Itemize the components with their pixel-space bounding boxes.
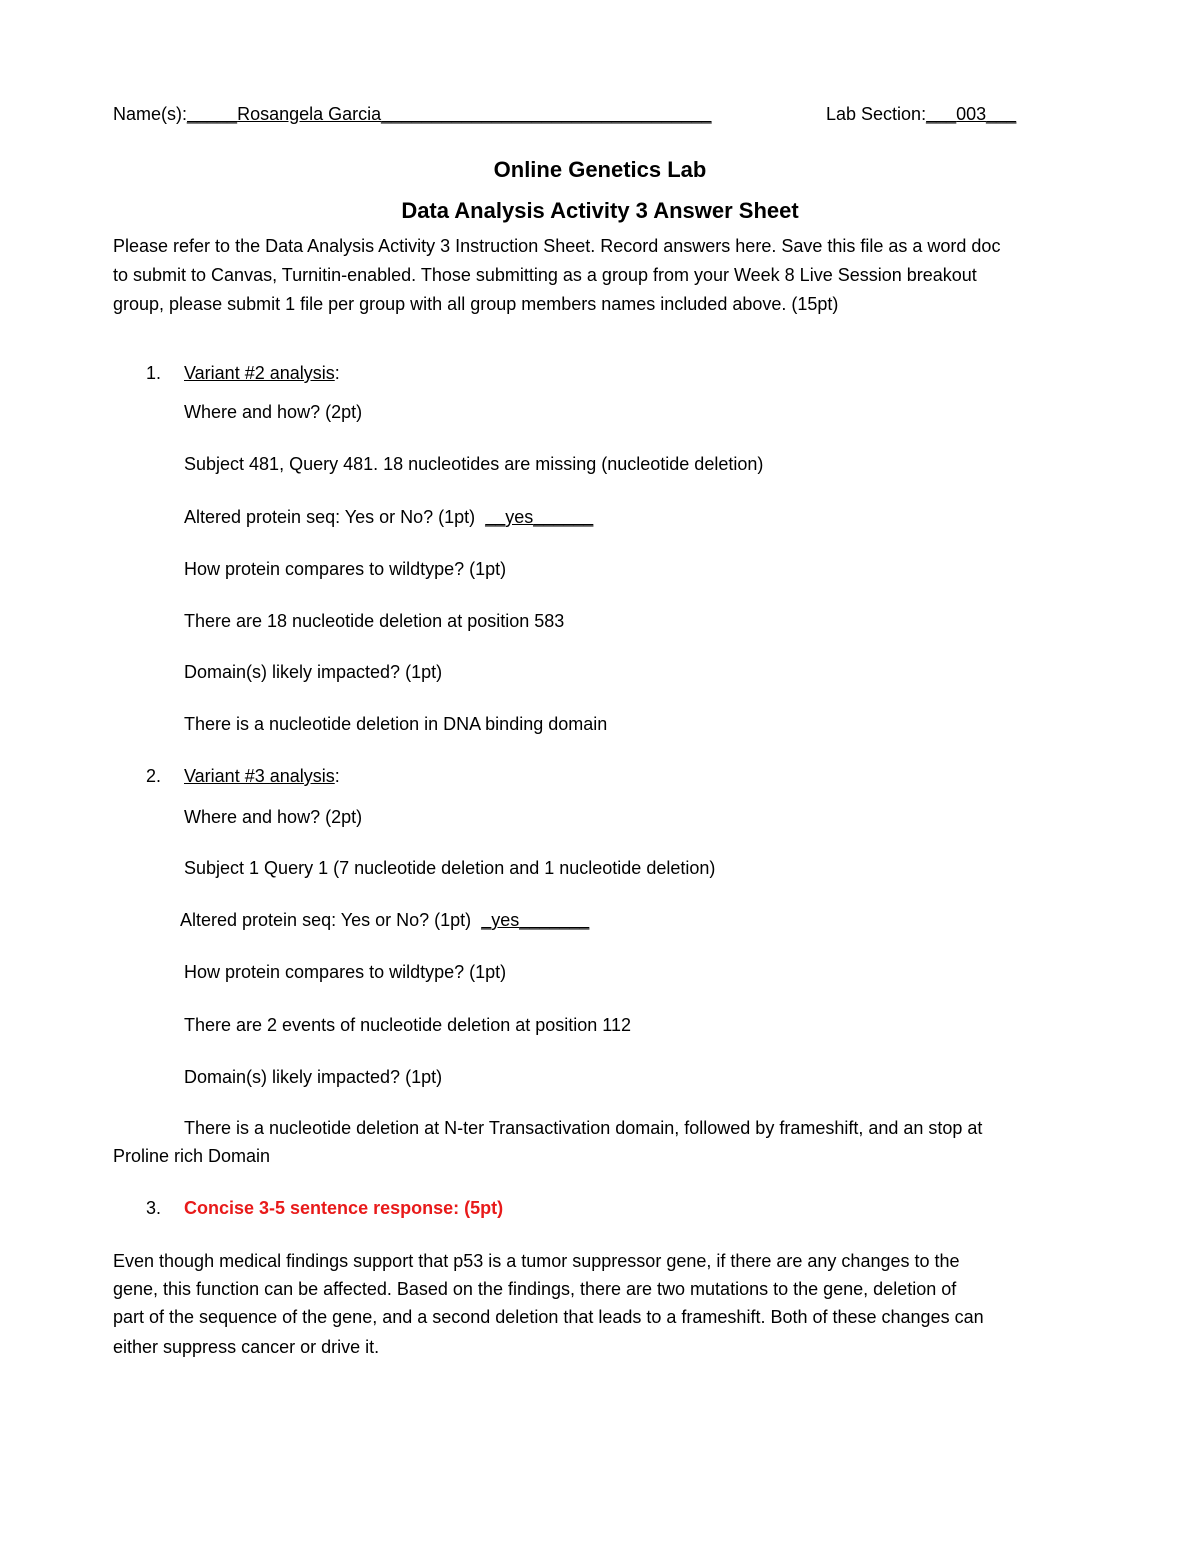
- q3-answer-line-2: gene, this function can be affected. Based on the findings, there are two mutations to the gene, deletion of: [113, 1279, 957, 1299]
- lab-section-label: Lab Section:: [826, 104, 927, 124]
- lab-section-blank-post: ___: [986, 104, 1017, 124]
- names-label: Name(s):: [113, 104, 188, 124]
- q2-domain-answer-line-2: Proline rich Domain: [113, 1146, 271, 1166]
- q3-heading: Concise 3-5 sentence response: (5pt): [184, 1198, 504, 1218]
- q1-heading-line: [184, 361, 340, 385]
- lab-section-line: [826, 102, 1016, 126]
- q2-colon: :: [334, 766, 340, 786]
- q2-domain-answer-line-1: There is a nucleotide deletion at N-ter Transactivation domain, followed by frameshift, and an stop at: [184, 1118, 983, 1138]
- page-title: Online Genetics Lab: [493, 157, 707, 182]
- q3-number: 3.: [146, 1198, 162, 1218]
- q1-altered-line: [184, 505, 593, 529]
- q1-heading: Variant #2 analysis: [184, 363, 335, 383]
- q2-altered-line: [180, 908, 589, 932]
- q1-colon: :: [334, 363, 340, 383]
- intro-line-1: Please refer to the Data Analysis Activity 3 Instruction Sheet. Record answers here. Save this file as a word doc: [113, 236, 1001, 256]
- page-subtitle: Data Analysis Activity 3 Answer Sheet: [401, 198, 799, 223]
- q2-altered-blank-post: _______: [519, 910, 590, 930]
- q1-compare-answer: There are 18 nucleotide deletion at position 583: [184, 611, 565, 631]
- q2-where-question: Where and how? (2pt): [184, 807, 363, 827]
- q2-heading: Variant #3 analysis: [184, 766, 335, 786]
- q2-compare-answer: There are 2 events of nucleotide deletion at position 112: [184, 1015, 631, 1035]
- names-line: [113, 102, 712, 126]
- q3-answer-line-3: part of the sequence of the gene, and a second deletion that leads to a frameshift. Both of these changes can: [113, 1307, 984, 1327]
- q2-altered-question: Altered protein seq: Yes or No? (1pt): [180, 910, 472, 930]
- q1-where-answer: Subject 481, Query 481. 18 nucleotides are missing (nucleotide deletion): [184, 454, 764, 474]
- intro-line-3: group, please submit 1 file per group with all group members names included above. (15pt): [113, 294, 839, 314]
- q1-number: 1.: [146, 363, 162, 383]
- q1-altered-question: Altered protein seq: Yes or No? (1pt): [184, 507, 476, 527]
- q3-answer-line-4: either suppress cancer or drive it.: [113, 1337, 380, 1357]
- intro-line-2: to submit to Canvas, Turnitin-enabled. Those submitting as a group from your Week 8 Live Session breakout: [113, 265, 977, 285]
- q2-altered-blank-pre: _: [481, 910, 492, 930]
- q2-altered-answer: yes: [491, 910, 520, 930]
- lab-section-blank-pre: ___: [926, 104, 957, 124]
- q1-domain-question: Domain(s) likely impacted? (1pt): [184, 662, 443, 682]
- q1-altered-blank-pre: __: [485, 507, 506, 527]
- q1-compare-question: How protein compares to wildtype? (1pt): [184, 559, 507, 579]
- names-blank-post: _________________________________: [381, 104, 712, 124]
- q2-number: 2.: [146, 766, 162, 786]
- q1-domain-answer: There is a nucleotide deletion in DNA binding domain: [184, 714, 608, 734]
- names-blank-pre: _____: [187, 104, 238, 124]
- q1-altered-blank-post: ______: [533, 507, 594, 527]
- names-value: Rosangela Garcia: [237, 104, 382, 124]
- q1-altered-answer: yes: [505, 507, 534, 527]
- q2-where-answer: Subject 1 Query 1 (7 nucleotide deletion and 1 nucleotide deletion): [184, 858, 716, 878]
- lab-section-value: 003: [956, 104, 987, 124]
- q2-heading-line: [184, 764, 340, 788]
- q2-domain-question: Domain(s) likely impacted? (1pt): [184, 1067, 443, 1087]
- q3-answer-line-1: Even though medical findings support that p53 is a tumor suppressor gene, if there are any changes to the: [113, 1251, 960, 1271]
- q2-compare-question: How protein compares to wildtype? (1pt): [184, 962, 507, 982]
- q1-where-question: Where and how? (2pt): [184, 402, 363, 422]
